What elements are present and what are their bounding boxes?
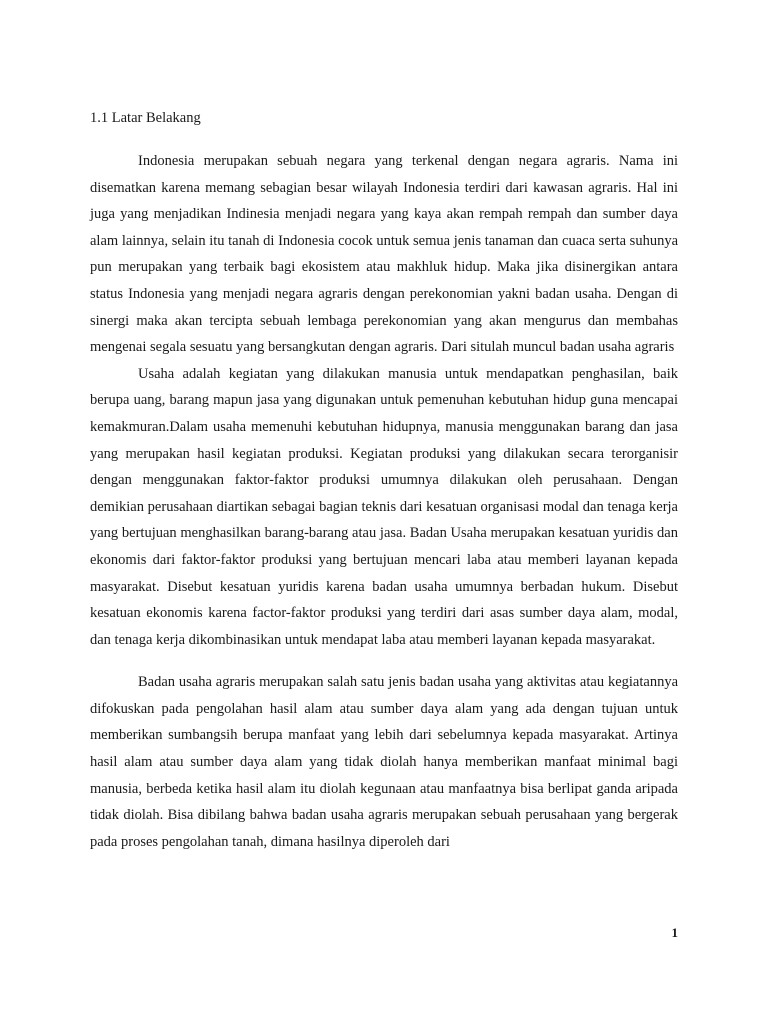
body-text [90,148,678,855]
paragraph-3: Badan usaha agraris merupakan salah satu jenis badan usaha yang aktivitas atau kegiatannya difokuskan pada pengolahan hasil alam atau sumber daya alam yang ada dengan tujuan untuk memberikan sumbangsih berupa manfaat yang lebih dari sebelumnya kepada masyarakat. Artinya hasil alam atau sumber daya alam yang tidak diolah hanya memberikan manfaat minimal bagi manusia, berbeda ketika hasil alam itu diolah kegunaan atau manfaatnya bisa berlipat ganda aripada tidak diolah. Bisa dibilang bahwa badan usaha agraris merupakan sebuah perusahaan yang bergerak pada proses pengolahan tanah, dimana hasilnya diperoleh dari [90,674,678,850]
paragraph-2: Usaha adalah kegiatan yang dilakukan manusia untuk mendapatkan penghasilan, baik berupa uang, barang mapun jasa yang digunakan untuk pemenuhan kebutuhan hidup guna mencapai kemakmuran.Dalam usaha memenuhi kebutuhan hidupnya, manusia menggunakan barang dan jasa yang merupakan hasil kegiatan produksi. Kegiatan produksi yang dilakukan secara terorganisir dengan menggunakan faktor-faktor produksi umumnya dilakukan oleh perusahaan. Dengan demikian perusahaan diartikan sebagai bagian teknis dari kesatuan organisasi modal dan tenaga kerja yang bertujuan menghasilkan barang-barang atau jasa. Badan Usaha merupakan kesatuan yuridis dan ekonomis dari faktor-faktor produksi yang bertujuan mencari laba atau memberi layanan kepada masyarakat. Disebut kesatuan yuridis karena badan usaha umumnya berbadan hukum. Disebut kesatuan ekonomis karena factor-faktor produksi yang terdiri dari asas sumber daya alam, modal, dan tenaga kerja dikombinasikan untuk mendapat laba atau memberi layanan kepada masyarakat. [90,365,678,648]
section-heading: 1.1 Latar Belakang [90,110,201,126]
paragraph-1: Indonesia merupakan sebuah negara yang terkenal dengan negara agraris. Nama ini disematkan karena memang sebagian besar wilayah Indonesia terdiri dari kawasan agraris. Hal ini juga yang menjadikan Indinesia menjadi negara yang kaya akan rempah rempah dan sumber daya alam lainnya, selain itu tanah di Indonesia cocok untuk semua jenis tanaman dan cuaca serta suhunya pun merupakan yang terbaik bagi ekosistem atau makhluk hidup. Maka jika disinergikan antara status Indonesia yang menjadi negara agraris dengan perekonomian yakni badan usaha. Dengan di sinergi maka akan tercipta sebuah lembaga perekonomian yang akan mengurus dan membahas mengenai segala sesuatu yang bersangkutan dengan agraris. Dari situlah muncul badan usaha agraris [90,153,678,356]
page-number: 1 [671,925,678,940]
